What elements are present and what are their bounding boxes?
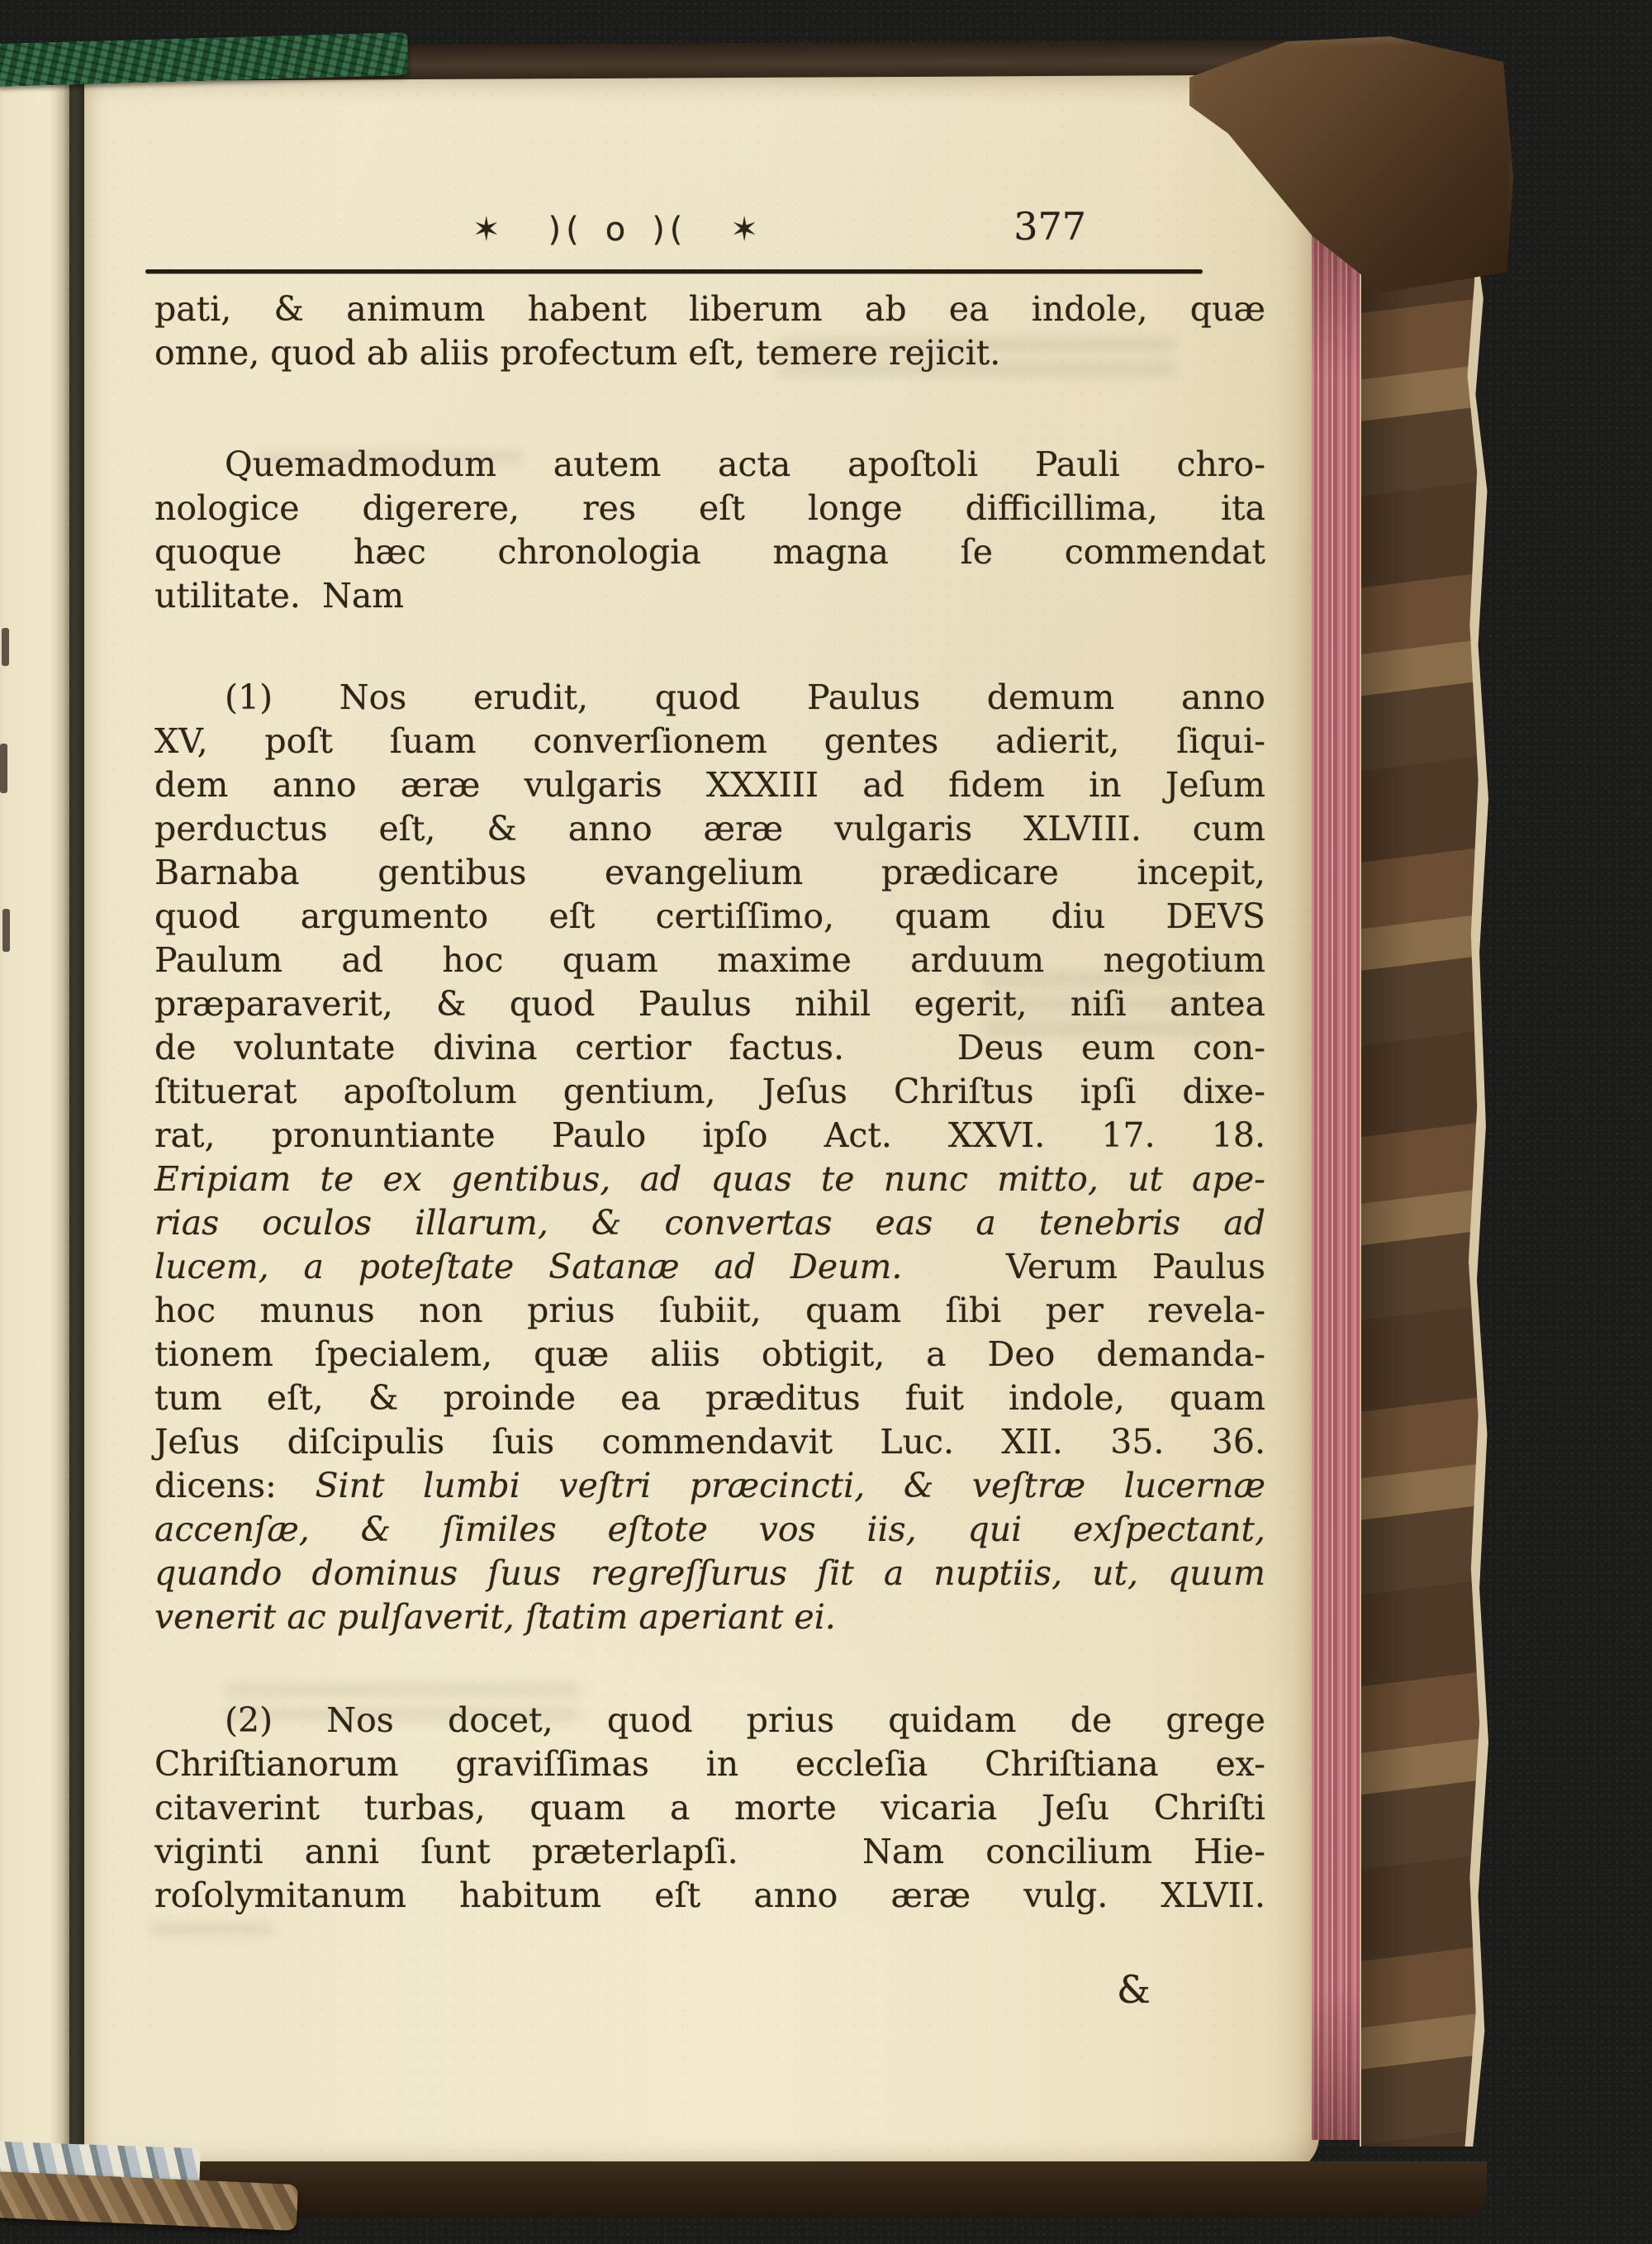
text-line (154, 763, 1265, 807)
facing-page-text-fragment (2, 628, 9, 666)
text-lines (154, 288, 1265, 1918)
text-line (154, 443, 1265, 487)
text-line (154, 720, 1265, 763)
catchword: & (1117, 1967, 1151, 2012)
book-page (84, 71, 1319, 2174)
text-segment: præparaverit, & quod Paulus nihil egerit, niſi antea (154, 984, 1265, 1024)
text-segment: tum eſt, & proinde ea præditus fuit indole, quam (154, 1378, 1265, 1418)
text-segment: roſolymitanum habitum eſt anno æræ vulg. XLVII. (154, 1876, 1265, 1915)
text-line (154, 1552, 1265, 1595)
facing-page-text-fragment (0, 744, 7, 793)
italic-text-segment: accenſæ, & ſimiles eſtote vos iis, qui exſpectant, (154, 1509, 1265, 1549)
text-line (154, 851, 1265, 895)
text-line (154, 982, 1265, 1026)
text-segment: quoque hæc chronologia magna ſe commendat (154, 532, 1265, 572)
leather-cover-edge (1361, 221, 1482, 2147)
text-line (154, 1289, 1265, 1333)
text-line (154, 1201, 1265, 1245)
text-line (154, 1595, 1265, 1639)
text-line (154, 939, 1265, 982)
text-line (154, 676, 1265, 720)
text-line (154, 1420, 1265, 1464)
text-segment: utilitate. Nam (154, 576, 405, 616)
text-segment: Chriſtianorum graviſſimas in eccleſia Chriſtiana ex- (154, 1744, 1265, 1784)
text-line (154, 487, 1265, 530)
text-segment: (2) Nos docet, quod prius quidam de grege (225, 1700, 1265, 1740)
text-line (154, 1742, 1265, 1786)
text-segment: rat, pronuntiante Paulo ipſo Act. XXVI. 17. 18. (154, 1115, 1265, 1155)
text-line (154, 1830, 1265, 1874)
text-segment: omne, quod ab aliis profectum eſt, temere rejicit. (154, 333, 1001, 373)
text-segment: Verum Paulus (902, 1247, 1265, 1286)
text-line (154, 1786, 1265, 1830)
text-segment: Jeſus diſcipulis ſuis commendavit Luc. XII. 35. 36. (154, 1422, 1265, 1462)
text-line (154, 1333, 1265, 1376)
text-line (154, 288, 1265, 331)
italic-text-segment: Eripiam te ex gentibus, ad quas te nunc mitto, ut ape- (154, 1159, 1265, 1199)
text-segment: XV, poſt ſuam converſionem gentes adierit, ſiqui- (154, 721, 1265, 761)
text-segment: quod argumento eſt certiſſimo, quam diu DEVS (154, 896, 1265, 936)
text-segment: Barnaba gentibus evangelium prædicare incepit, (154, 853, 1265, 892)
text-line (154, 895, 1265, 939)
text-line (154, 331, 1265, 375)
text-segment: viginti anni ſunt præterlapſi. Nam concilium Hie- (154, 1832, 1265, 1871)
facing-page-text-fragment (2, 909, 10, 952)
text-line (154, 530, 1265, 574)
text-line (154, 1114, 1265, 1158)
page-number: 377 (1014, 204, 1086, 249)
text-line (154, 1026, 1265, 1070)
italic-text-segment: rias oculos illarum, & convertas eas a tenebris ad (154, 1203, 1265, 1243)
text-segment: pati, & animum habent liberum ab ea indole, quæ (154, 289, 1265, 329)
text-line (154, 1464, 1265, 1508)
text-segment: hoc munus non prius ſubiit, quam ſibi per revela- (154, 1291, 1265, 1330)
text-line (154, 1158, 1265, 1201)
text-segment: ſtituerat apoſtolum gentium, Jeſus Chriſtus ipſi dixe- (154, 1072, 1265, 1111)
text-line (154, 574, 1265, 618)
italic-text-segment: Sint lumbi veſtri præcincti, & veſtræ lucernæ (315, 1466, 1265, 1505)
italic-text-segment: quando dominus ſuus regreſſurus ſit a nuptiis, ut, quum (154, 1553, 1265, 1593)
text-segment: nologice digerere, res eſt longe difficillima, ita (154, 488, 1265, 528)
text-line (154, 1376, 1265, 1420)
text-line (154, 1699, 1265, 1742)
text-segment: tionem ſpecialem, quæ aliis obtigit, a Deo demanda- (154, 1334, 1265, 1374)
text-segment: de voluntate divina certior factus. Deus eum con- (154, 1028, 1265, 1067)
text-segment: citaverint turbas, quam a morte vicaria Jeſu Chriſti (154, 1788, 1265, 1828)
text-line (154, 1508, 1265, 1552)
text-segment: perductus eſt, & anno æræ vulgaris XLVIII. cum (154, 809, 1265, 849)
header-ornament: ✶ )( o )( ✶ (472, 211, 763, 249)
text-line (154, 1070, 1265, 1114)
text-line (154, 807, 1265, 851)
text-segment: Quemadmodum autem acta apoſtoli Pauli chro- (225, 445, 1265, 484)
text-segment: dem anno æræ vulgaris XXXIII ad fidem in Jeſum (154, 765, 1265, 805)
italic-text-segment: venerit ac pulſaverit, ſtatim aperiant ei. (154, 1597, 836, 1637)
text-segment: (1) Nos erudit, quod Paulus demum anno (225, 677, 1265, 717)
header-rule (145, 269, 1203, 273)
text-line (154, 1874, 1265, 1918)
text-segment: Paulum ad hoc quam maxime arduum negotium (154, 940, 1265, 980)
italic-text-segment: lucem, a poteſtate Satanæ ad Deum. (154, 1247, 903, 1286)
facing-page-edge (0, 73, 69, 2161)
text-line (154, 1245, 1265, 1289)
text-segment: dicens: (154, 1466, 316, 1505)
